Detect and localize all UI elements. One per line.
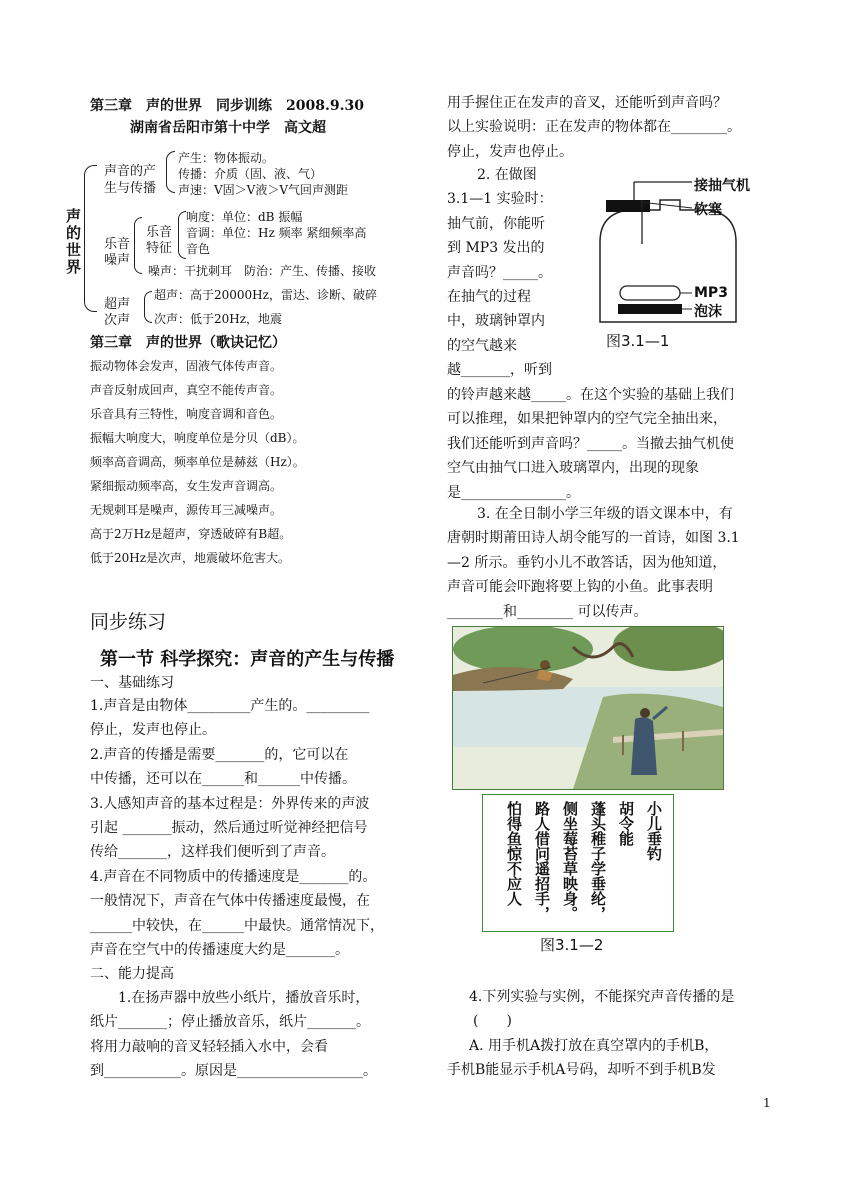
branch3-label-2: 次声 bbox=[104, 313, 131, 328]
text-line: 空气由抽气口进入玻璃罩内，出现的现象 bbox=[447, 460, 699, 477]
question-line: 到___________。原因是__________________。 bbox=[90, 1063, 377, 1080]
poem-line: 振动物体会发声，固液气体传声音。 bbox=[90, 359, 283, 373]
part-heading-2: 二、能力提高 bbox=[90, 966, 174, 982]
poem-column: 小儿垂钓 bbox=[645, 801, 663, 861]
q2-rest-text bbox=[447, 384, 734, 506]
figure-caption-2: 图3.1—2 bbox=[540, 936, 604, 954]
text-line: 在抽气的过程 bbox=[447, 288, 531, 305]
poem-column: 路人借问遥招手， bbox=[533, 801, 551, 921]
text-line: 我们还能听到声音吗？_____。当撤去抽气机使 bbox=[447, 435, 734, 452]
branch2-label-2: 噪声 bbox=[104, 253, 131, 268]
text-line: ________和________ 可以传声。 bbox=[447, 603, 648, 620]
question-line: 1.声音是由物体_________产生的。_________ bbox=[90, 698, 370, 714]
question-line: 中传播，还可以在______和______中传播。 bbox=[90, 771, 356, 788]
text-line: 到 MP3 发出的 bbox=[447, 240, 545, 257]
memory-poem bbox=[90, 357, 305, 573]
poem-columns bbox=[499, 801, 665, 921]
figure-caption: 图3.1—1 bbox=[606, 332, 670, 350]
question-line: 声音在空气中的传播速度大约是_______。 bbox=[90, 941, 349, 958]
branch3-item: 次声：低于20Hz，地震 bbox=[154, 312, 283, 326]
question-line: 一般情况下，声音在气体中传播速度最慢，在 bbox=[90, 893, 370, 910]
poem-line: 紧细振动频率高，女生发声音调高。 bbox=[90, 479, 283, 493]
text-line: 中，玻璃钟罩内 bbox=[447, 313, 545, 330]
section-subheading: 第一节 科学探究：声音的产生与传播 bbox=[100, 649, 395, 670]
poem-title: 第三章 声的世界（歌诀记忆） bbox=[90, 335, 286, 351]
question-line: 将用力敲响的音叉轻轻插入水中，会看 bbox=[90, 1038, 328, 1055]
text-line: 4.下列实验与实例，不能探究声音传播的是 bbox=[469, 989, 735, 1005]
branch2a-label: 乐音 bbox=[146, 225, 173, 240]
poem-line: 乐音具有三特性，响度音调和音色。 bbox=[90, 407, 283, 421]
poem-column: 胡令能 bbox=[617, 801, 635, 846]
page-number: 1 bbox=[763, 1096, 771, 1110]
q2-wrapped-text bbox=[447, 164, 553, 384]
question-line: 传给_______，这样我们便听到了声音。 bbox=[90, 844, 335, 861]
branch3-label: 超声 bbox=[104, 297, 131, 312]
branch2-label: 乐音 bbox=[104, 237, 131, 252]
painting-illustration bbox=[453, 627, 723, 789]
poem-box bbox=[482, 794, 674, 932]
text-line: 的空气越来 bbox=[447, 337, 517, 354]
branch2b-item: 噪声：干扰刺耳 防治：产生、传播、接收 bbox=[148, 264, 377, 278]
fishing-painting bbox=[452, 626, 724, 790]
label-foam: 泡沫 bbox=[694, 304, 722, 320]
text-line: 以上实验说明：正在发声的物体都在________。 bbox=[447, 119, 741, 136]
poem-line: 高于2万Hz是超声，穿透破碎有B超。 bbox=[90, 527, 292, 541]
bell-jar-figure bbox=[588, 172, 788, 357]
brace-root bbox=[84, 165, 97, 312]
branch1-label-2: 生与传播 bbox=[104, 181, 157, 196]
doc-author: 湖南省岳阳市第十中学 高文超 bbox=[130, 120, 326, 136]
text-line: 手机B能显示手机A号码，却听不到手机B发 bbox=[447, 1062, 716, 1079]
branch1-label: 声音的产 bbox=[104, 164, 157, 179]
mindmap-root: 声 的 世 界 bbox=[66, 207, 82, 276]
question-line: 引起 _______振动，然后通过听觉神经把信号 bbox=[90, 819, 368, 836]
question-line: 4.声音在不同物质中的传播速度是_______的。 bbox=[90, 868, 377, 885]
text-line: 是_______________。 bbox=[447, 484, 580, 501]
q4-text bbox=[447, 986, 734, 1084]
branch2a-item: 音调：单位：Hz 频率 紧细频率高 bbox=[186, 226, 367, 240]
branch2a-item: 响度：单位：dB 振幅 bbox=[186, 210, 303, 224]
brace-branch2 bbox=[134, 217, 142, 274]
question-line: 纸片_______；停止播放音乐，纸片_______。 bbox=[90, 1014, 370, 1031]
basic-questions bbox=[90, 695, 384, 963]
part-heading: 一、基础练习 bbox=[90, 675, 174, 691]
branch3-item: 超声：高于20000Hz，雷达、诊断、破碎 bbox=[154, 288, 377, 302]
label-pump: 接抽气机 bbox=[694, 178, 750, 194]
text-line: 3. 在全日制小学三年级的语文课本中，有 bbox=[477, 506, 733, 522]
text-line: 2. 在做图 bbox=[477, 167, 537, 183]
doc-title: 第三章 声的世界 同步训练 2008.9.30 bbox=[90, 98, 364, 114]
right-top-text bbox=[447, 92, 741, 165]
text-line: 声音吗？_____。 bbox=[447, 264, 552, 281]
poem-column: 怕得鱼惊不应人 bbox=[505, 801, 523, 906]
question-line: 停止，发声也停止。 bbox=[90, 722, 216, 739]
advanced-questions bbox=[90, 987, 377, 1085]
text-line: —2 所示。垂钓小儿不敢答话，因为他知道， bbox=[447, 554, 727, 571]
poem-column: 侧坐莓苔草映身。 bbox=[561, 801, 579, 921]
poem-line: 频率高音调高，频率单位是赫兹（Hz）。 bbox=[90, 455, 305, 469]
question-line: 3.人感知声音的基本过程是：外界传来的声波 bbox=[90, 795, 370, 812]
text-line: 越_______，听到 bbox=[447, 362, 552, 379]
branch1-item: 产生：物体振动。 bbox=[178, 151, 275, 165]
text-line: ( ) bbox=[473, 1013, 512, 1030]
question-line: 2.声音的传播是需要_______的，它可以在 bbox=[90, 746, 349, 763]
q3-text bbox=[447, 503, 740, 625]
branch2a-label-2: 特征 bbox=[146, 241, 173, 256]
brace-branch3 bbox=[144, 291, 152, 323]
label-plug: 软塞 bbox=[694, 202, 722, 218]
brace-branch1 bbox=[166, 151, 175, 193]
text-line: 唐朝时期莆田诗人胡令能写的一首诗，如图 3.1 bbox=[447, 530, 740, 547]
text-line: A. 用手机A拨打放在真空罩内的手机B， bbox=[469, 1037, 719, 1054]
poem-column: 蓬头稚子学垂纶， bbox=[589, 801, 607, 921]
text-line: 停止，发声也停止。 bbox=[447, 143, 573, 160]
question-line: 1.在扬声器中放些小纸片，播放音乐时， bbox=[118, 990, 370, 1006]
branch2a-item: 音色 bbox=[186, 242, 211, 256]
text-line: 抽气前，你能听 bbox=[447, 215, 545, 232]
text-line: 的铃声越来越_____。在这个实验的基础上我们 bbox=[447, 387, 734, 403]
text-line: 可以推理，如果把钟罩内的空气完全抽出来， bbox=[447, 411, 727, 428]
text-line: 声音可能会吓跑将要上钩的小鱼。此事表明 bbox=[447, 579, 713, 596]
poem-line: 声音反射成回声，真空不能传声音。 bbox=[90, 383, 283, 397]
text-line: 3.1—1 实验时： bbox=[447, 191, 553, 208]
question-line: ______中较快，在______中最快。通常情况下， bbox=[90, 917, 384, 934]
brace-branch2a bbox=[178, 211, 186, 259]
poem-line: 无规刺耳是噪声，源传耳三减噪声。 bbox=[90, 503, 283, 517]
branch1-item: 声速：V固＞V液＞V气回声测距 bbox=[178, 183, 348, 197]
section-heading: 同步练习 bbox=[90, 611, 167, 633]
label-mp3: MP3 bbox=[694, 285, 728, 301]
text-line: 用手握住正在发声的音叉，还能听到声音吗？ bbox=[447, 95, 727, 111]
poem-line: 振幅大响度大，响度单位是分贝（dB）。 bbox=[90, 431, 305, 445]
branch1-item: 传播：介质（固、液、气） bbox=[178, 167, 323, 181]
poem-line: 低于20Hz是次声，地震破坏危害大。 bbox=[90, 551, 291, 565]
